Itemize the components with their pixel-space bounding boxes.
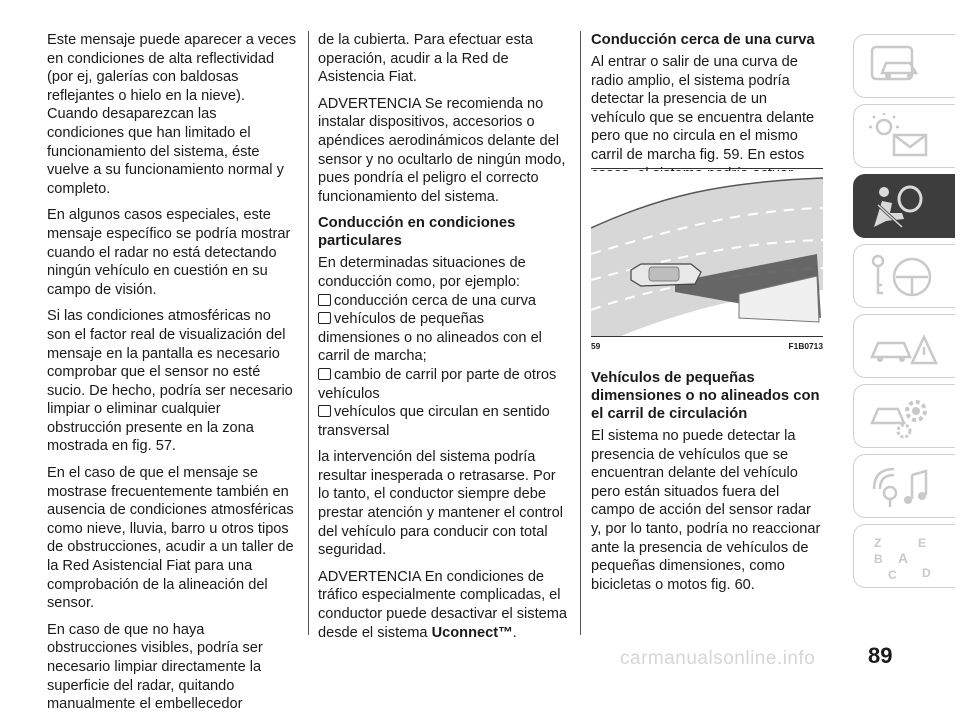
chapter-tab-vehicle[interactable] (853, 34, 955, 98)
emergency-icon (868, 323, 938, 371)
index-icon (868, 533, 938, 581)
checkbox-bullet-icon (318, 368, 331, 380)
index-letter: E (918, 536, 927, 550)
warning-lights-icon (868, 113, 938, 161)
paragraph: la intervención del sistema podría resultar inesperada o retrasarse. Por lo tanto, el conductor siempre debe prestar atención y mantener el control del vehículo para conducir con total seguridad. (318, 449, 563, 559)
chapter-tab-emergency[interactable] (853, 314, 955, 378)
column-right-lower (591, 369, 823, 602)
figure-curve-illustration (591, 168, 823, 356)
column-middle (318, 31, 568, 650)
list-item: vehículos de pequeñas dimensiones o no alineados con el carril de marcha; (318, 311, 542, 365)
paragraph: Este mensaje puede aparecer a veces en condiciones de alta reflectividad (por ej, galerías con baldosas reflejantes o hielo en la nieve). Cuando desaparezcan las condiciones que han limitado el funcionamiento del sistema, éste vuelve a su funcionamiento normal y completo. (47, 32, 297, 197)
paragraph: Al entrar o salir de una curva de radio amplio, el sistema podría detectar la presencia de un vehículo que se encuentra delante pero que no circula en el mismo carril de marcha fig. 59. En estos (591, 54, 815, 163)
column-left (47, 31, 297, 722)
paragraph: ADVERTENCIA Se recomienda no instalar dispositivos, accesorios o apéndices aerodinámicos delante del sensor y no ocultarlo de ningún modo, pues pondría el peligro el correcto funcionamiento del sistema. (318, 95, 566, 205)
figure-caption (591, 341, 823, 355)
figure-bottom-rule (591, 336, 823, 337)
list-item: cambio de carril por parte de otros vehículos (318, 366, 557, 402)
chapter-tab-safety[interactable] (853, 174, 955, 238)
column-divider (580, 31, 581, 635)
paragraph: El sistema no puede detectar la presencia de vehículos que se encuentran delante del vehículo pero están situados fuera del campo de acción del sensor radar y, por lo tanto, podría no reaccionar ante la presencia de vehículos de pequeñas dimensiones, como bicicletas o motos fig. 60. (591, 428, 821, 593)
car-dashboard-icon (868, 43, 938, 91)
section-heading: Vehículos de pequeñas dimensiones o no alineados con el carril de circulación (591, 370, 820, 422)
watermark-text: carmanualsonline.info (620, 648, 816, 669)
paragraph: En el caso de que el mensaje se mostrase frecuentemente también en ausencia de condiciones atmosféricas como nieve, lluvia, barro u otros tipos de obstrucciones, acudir a un taller de la Red Asistencial Fiat para una comprobación de la alineación del sensor. (47, 465, 294, 612)
paragraph: En algunos casos especiales, este mensaje específico se podría mostrar cuando el radar no está detectando ningún vehículo en cuestión en su campo de visión. (47, 207, 291, 298)
chapter-tab-multimedia[interactable] (853, 454, 955, 518)
index-letter: A (898, 550, 909, 566)
paragraph: En caso de que no haya obstrucciones visibles, podría ser necesario limpiar directamente la superficie del radar, quitando manualmente el embellecedor (47, 621, 263, 713)
chapter-tab-warnings[interactable] (853, 104, 955, 168)
list-item: conducción cerca de una curva (318, 292, 568, 311)
index-letter: B (874, 552, 883, 566)
chapter-tab-starting[interactable] (853, 244, 955, 308)
maintenance-icon (868, 393, 938, 441)
checkbox-bullet-icon (318, 405, 331, 417)
index-letter: D (922, 566, 931, 580)
paragraph: ADVERTENCIA En condiciones de tráfico especialmente complicadas, el conductor puede desactivar el sistema desde el sistema Uconnect™. (318, 568, 568, 641)
airbag-safety-icon (868, 183, 938, 231)
chapter-tab-maintenance[interactable] (853, 384, 955, 448)
index-letter: Z (874, 536, 882, 550)
checkbox-bullet-icon (318, 312, 331, 324)
figure-number: 59 (591, 341, 601, 351)
multimedia-icon (868, 463, 938, 511)
checkbox-bullet-icon (318, 294, 331, 306)
section-heading: Conducción en condiciones particulares (318, 215, 516, 250)
bullet-list (318, 292, 568, 441)
chapter-sidebar (853, 34, 955, 594)
chapter-tab-index[interactable] (853, 524, 955, 588)
brand-name: Uconnect™ (431, 624, 513, 641)
section-heading: Conducción cerca de una curva (591, 32, 815, 48)
key-steering-icon (868, 253, 938, 301)
paragraph: de la cubierta. Para efectuar esta operación, acudir a la Red de Asistencia Fiat. (318, 32, 533, 86)
column-divider (308, 31, 309, 635)
page-number: 89 (868, 643, 893, 668)
figure-code: F1B0713 (788, 341, 823, 351)
list-item: vehículos que circulan en sentido transversal (318, 404, 550, 439)
paragraph: Si las condiciones atmosféricas no son el factor real de visualización del mensaje en la pantalla es necesario comprobar que el sensor no esté sucio. De hecho, podría ser necesario limpiar o eliminar cualquier obstrucción presente en la zona mostrada en fig. 57. (47, 308, 293, 455)
index-letter: C (888, 568, 897, 581)
paragraph: En determinadas situaciones de conducción como, por ejemplo: (318, 255, 526, 290)
